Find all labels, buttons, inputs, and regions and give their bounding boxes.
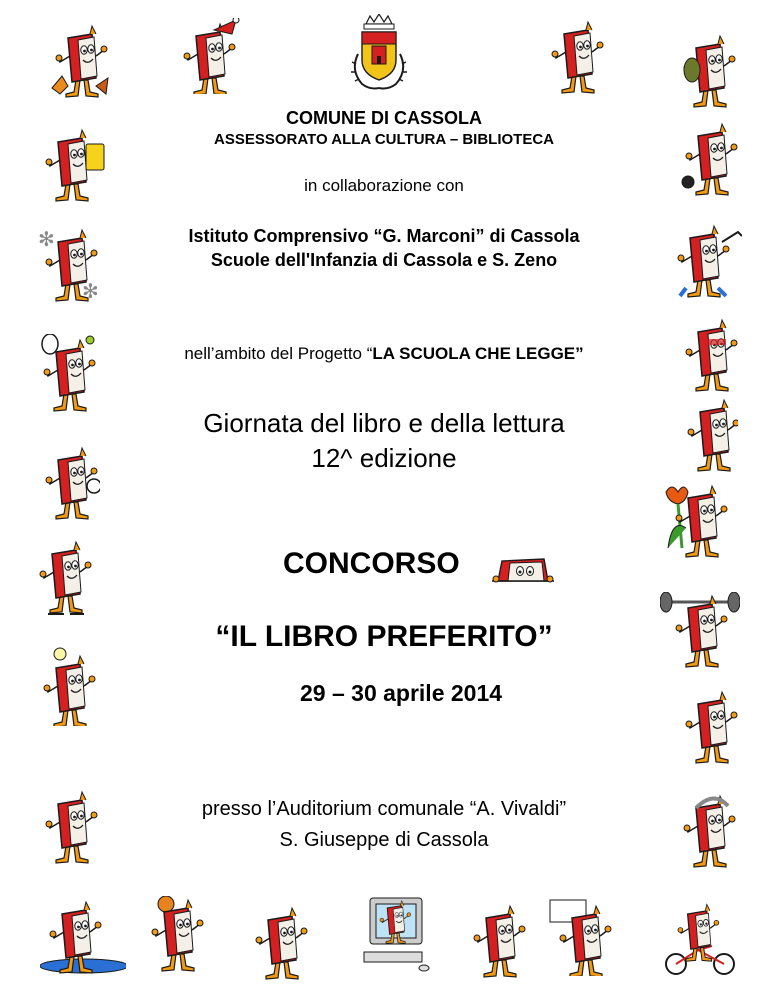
venue-name: presso l’Auditorium comunale “A. Vivaldi” <box>201 798 567 820</box>
book-mascot-key-icon <box>682 398 738 472</box>
contest-label: CONCORSO <box>283 547 460 580</box>
department-subtitle: ASSESSORATO ALLA CULTURA – BIBLIOTECA <box>213 131 554 148</box>
project-name: LA SCUOLA CHE LEGGE” <box>372 344 584 363</box>
event-edition: 12^ edizione <box>311 443 457 473</box>
book-mascot-thumbs-icon <box>470 904 526 978</box>
book-mascot-running-icon <box>250 906 310 980</box>
book-mascot-tulip-icon <box>662 484 738 558</box>
book-mascot-magnifier-icon <box>40 446 100 520</box>
book-mascot-skater-icon <box>34 540 98 616</box>
venue-location: S. Giuseppe di Cassola <box>279 829 489 851</box>
book-mascot-computer-icon <box>358 894 432 974</box>
event-title: Giornata del libro e della lettura <box>203 408 565 438</box>
book-mascot-football-helmet-icon <box>676 792 740 870</box>
book-mascot-tennis-icon <box>38 334 102 414</box>
book-mascot-autumn-leaves-icon <box>50 24 110 98</box>
project-line <box>0 344 768 364</box>
book-mascot-bowling-icon <box>680 122 742 198</box>
book-mascot-hockey-icon <box>668 224 742 300</box>
book-mascot-cyclist-icon <box>660 902 740 976</box>
book-mascot-sign-board-icon <box>548 898 626 976</box>
book-mascot-snowflakes-icon <box>36 226 106 304</box>
book-mascot-basketball-icon <box>146 896 208 972</box>
book-mascot-masked-icon <box>680 318 740 392</box>
svg-text:✻: ✻ <box>82 279 99 303</box>
contest-dates: 29 – 30 aprile 2014 <box>300 680 503 706</box>
book-mascot-santa-hat-icon <box>178 18 244 94</box>
project-prefix: nell’ambito del Progetto “ <box>184 344 373 363</box>
contest-title: “IL LIBRO PREFERITO” <box>215 620 553 653</box>
collaboration-text: in collaborazione con <box>304 176 464 195</box>
municipality-title: COMUNE DI CASSOLA <box>285 108 482 128</box>
book-mascot-pointing-icon <box>680 690 740 764</box>
svg-text:✻: ✻ <box>38 227 55 251</box>
book-mascot-waving-icon <box>546 20 606 94</box>
school-name: Istituto Comprensivo “G. Marconi” di Cassola <box>188 226 580 246</box>
preschools-name: Scuole dell'Infanzia di Cassola e S. Zeno <box>210 250 558 270</box>
book-mascot-hiker-icon <box>678 34 742 114</box>
book-mascot-price-tag-icon <box>40 128 106 202</box>
book-mascot-surfer-icon <box>40 900 126 974</box>
book-mascot-idea-bulb-icon <box>38 646 98 726</box>
book-mascot-weightlifter-icon <box>660 592 740 670</box>
peeking-book-icon <box>492 553 554 583</box>
coat-of-arms-icon <box>348 14 410 94</box>
book-mascot-strong-arms-icon <box>40 790 100 864</box>
